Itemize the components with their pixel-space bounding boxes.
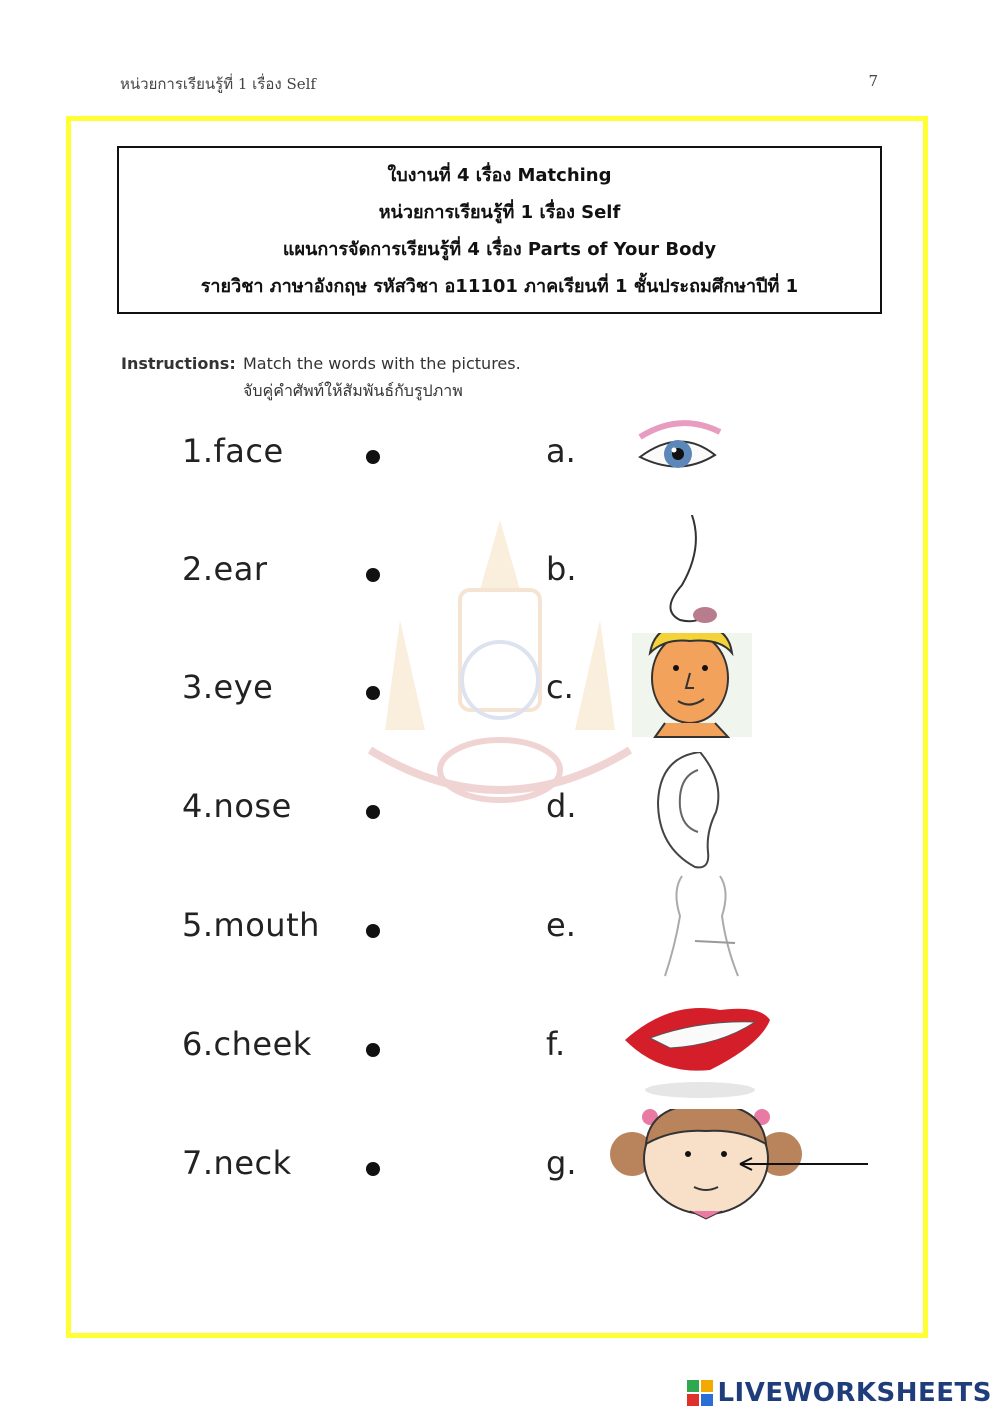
mouth-picture-icon: [610, 990, 780, 1110]
word-face: 1.face: [182, 432, 284, 470]
word-neck: 7.neck: [182, 1144, 292, 1182]
running-head: หน่วยการเรียนรู้ที่ 1 เรื่อง Self: [120, 75, 316, 93]
title-line-2: หน่วยการเรียนรู้ที่ 1 เรื่อง Self: [378, 202, 621, 223]
liveworksheets-brand: LIVEWORKSHEETS: [717, 1378, 992, 1408]
picture-letter-d: d.: [546, 787, 577, 825]
girl-cheek-picture-icon: [610, 1109, 870, 1229]
picture-letter-e: e.: [546, 906, 576, 944]
liveworksheets-logo: [687, 1378, 992, 1408]
liveworksheets-logo-icon: [687, 1380, 713, 1406]
neck-picture-icon: [610, 871, 780, 991]
page-number: 7: [868, 72, 878, 90]
instructions-thai: จับคู่คำศัพท์ให้สัมพันธ์กับรูปภาพ: [243, 381, 463, 400]
picture-letter-b: b.: [546, 550, 577, 588]
picture-letter-f: f.: [546, 1025, 566, 1063]
title-line-1: ใบงานที่ 4 เรื่อง Matching: [387, 165, 612, 186]
match-dot-4[interactable]: [366, 805, 380, 819]
instructions-label: Instructions:: [121, 354, 236, 373]
match-row-6: [0, 1005, 1000, 1095]
match-dot-5[interactable]: [366, 924, 380, 938]
word-nose: 4.nose: [182, 787, 292, 825]
match-row-2: [0, 530, 1000, 620]
title-line-3: แผนการจัดการเรียนรู้ที่ 4 เรื่อง Parts of Your Body: [282, 239, 717, 260]
match-dot-7[interactable]: [366, 1162, 380, 1176]
match-dot-1[interactable]: [366, 450, 380, 464]
picture-letter-c: c.: [546, 668, 574, 706]
instructions-english: Match the words with the pictures.: [243, 354, 521, 373]
match-row-1: [0, 412, 1000, 502]
picture-letter-g: g.: [546, 1144, 577, 1182]
match-row-7: [0, 1124, 1000, 1214]
match-row-5: [0, 886, 1000, 976]
boy-face-picture-icon: [610, 633, 780, 753]
instructions: [121, 354, 521, 404]
match-dot-3[interactable]: [366, 686, 380, 700]
title-box: [117, 146, 882, 314]
eye-picture-icon: [610, 397, 780, 517]
word-cheek: 6.cheek: [182, 1025, 312, 1063]
match-row-4: [0, 767, 1000, 857]
word-eye: 3.eye: [182, 668, 274, 706]
word-mouth: 5.mouth: [182, 906, 320, 944]
picture-letter-a: a.: [546, 432, 576, 470]
match-row-3: [0, 648, 1000, 738]
word-ear: 2.ear: [182, 550, 268, 588]
match-dot-6[interactable]: [366, 1043, 380, 1057]
title-line-4: รายวิชา ภาษาอังกฤษ รหัสวิชา อ11101 ภาคเรียนที่ 1 ชั้นประถมศึกษาปีที่ 1: [200, 276, 799, 297]
nose-picture-icon: [610, 515, 780, 635]
match-dot-2[interactable]: [366, 568, 380, 582]
ear-picture-icon: [610, 752, 780, 872]
